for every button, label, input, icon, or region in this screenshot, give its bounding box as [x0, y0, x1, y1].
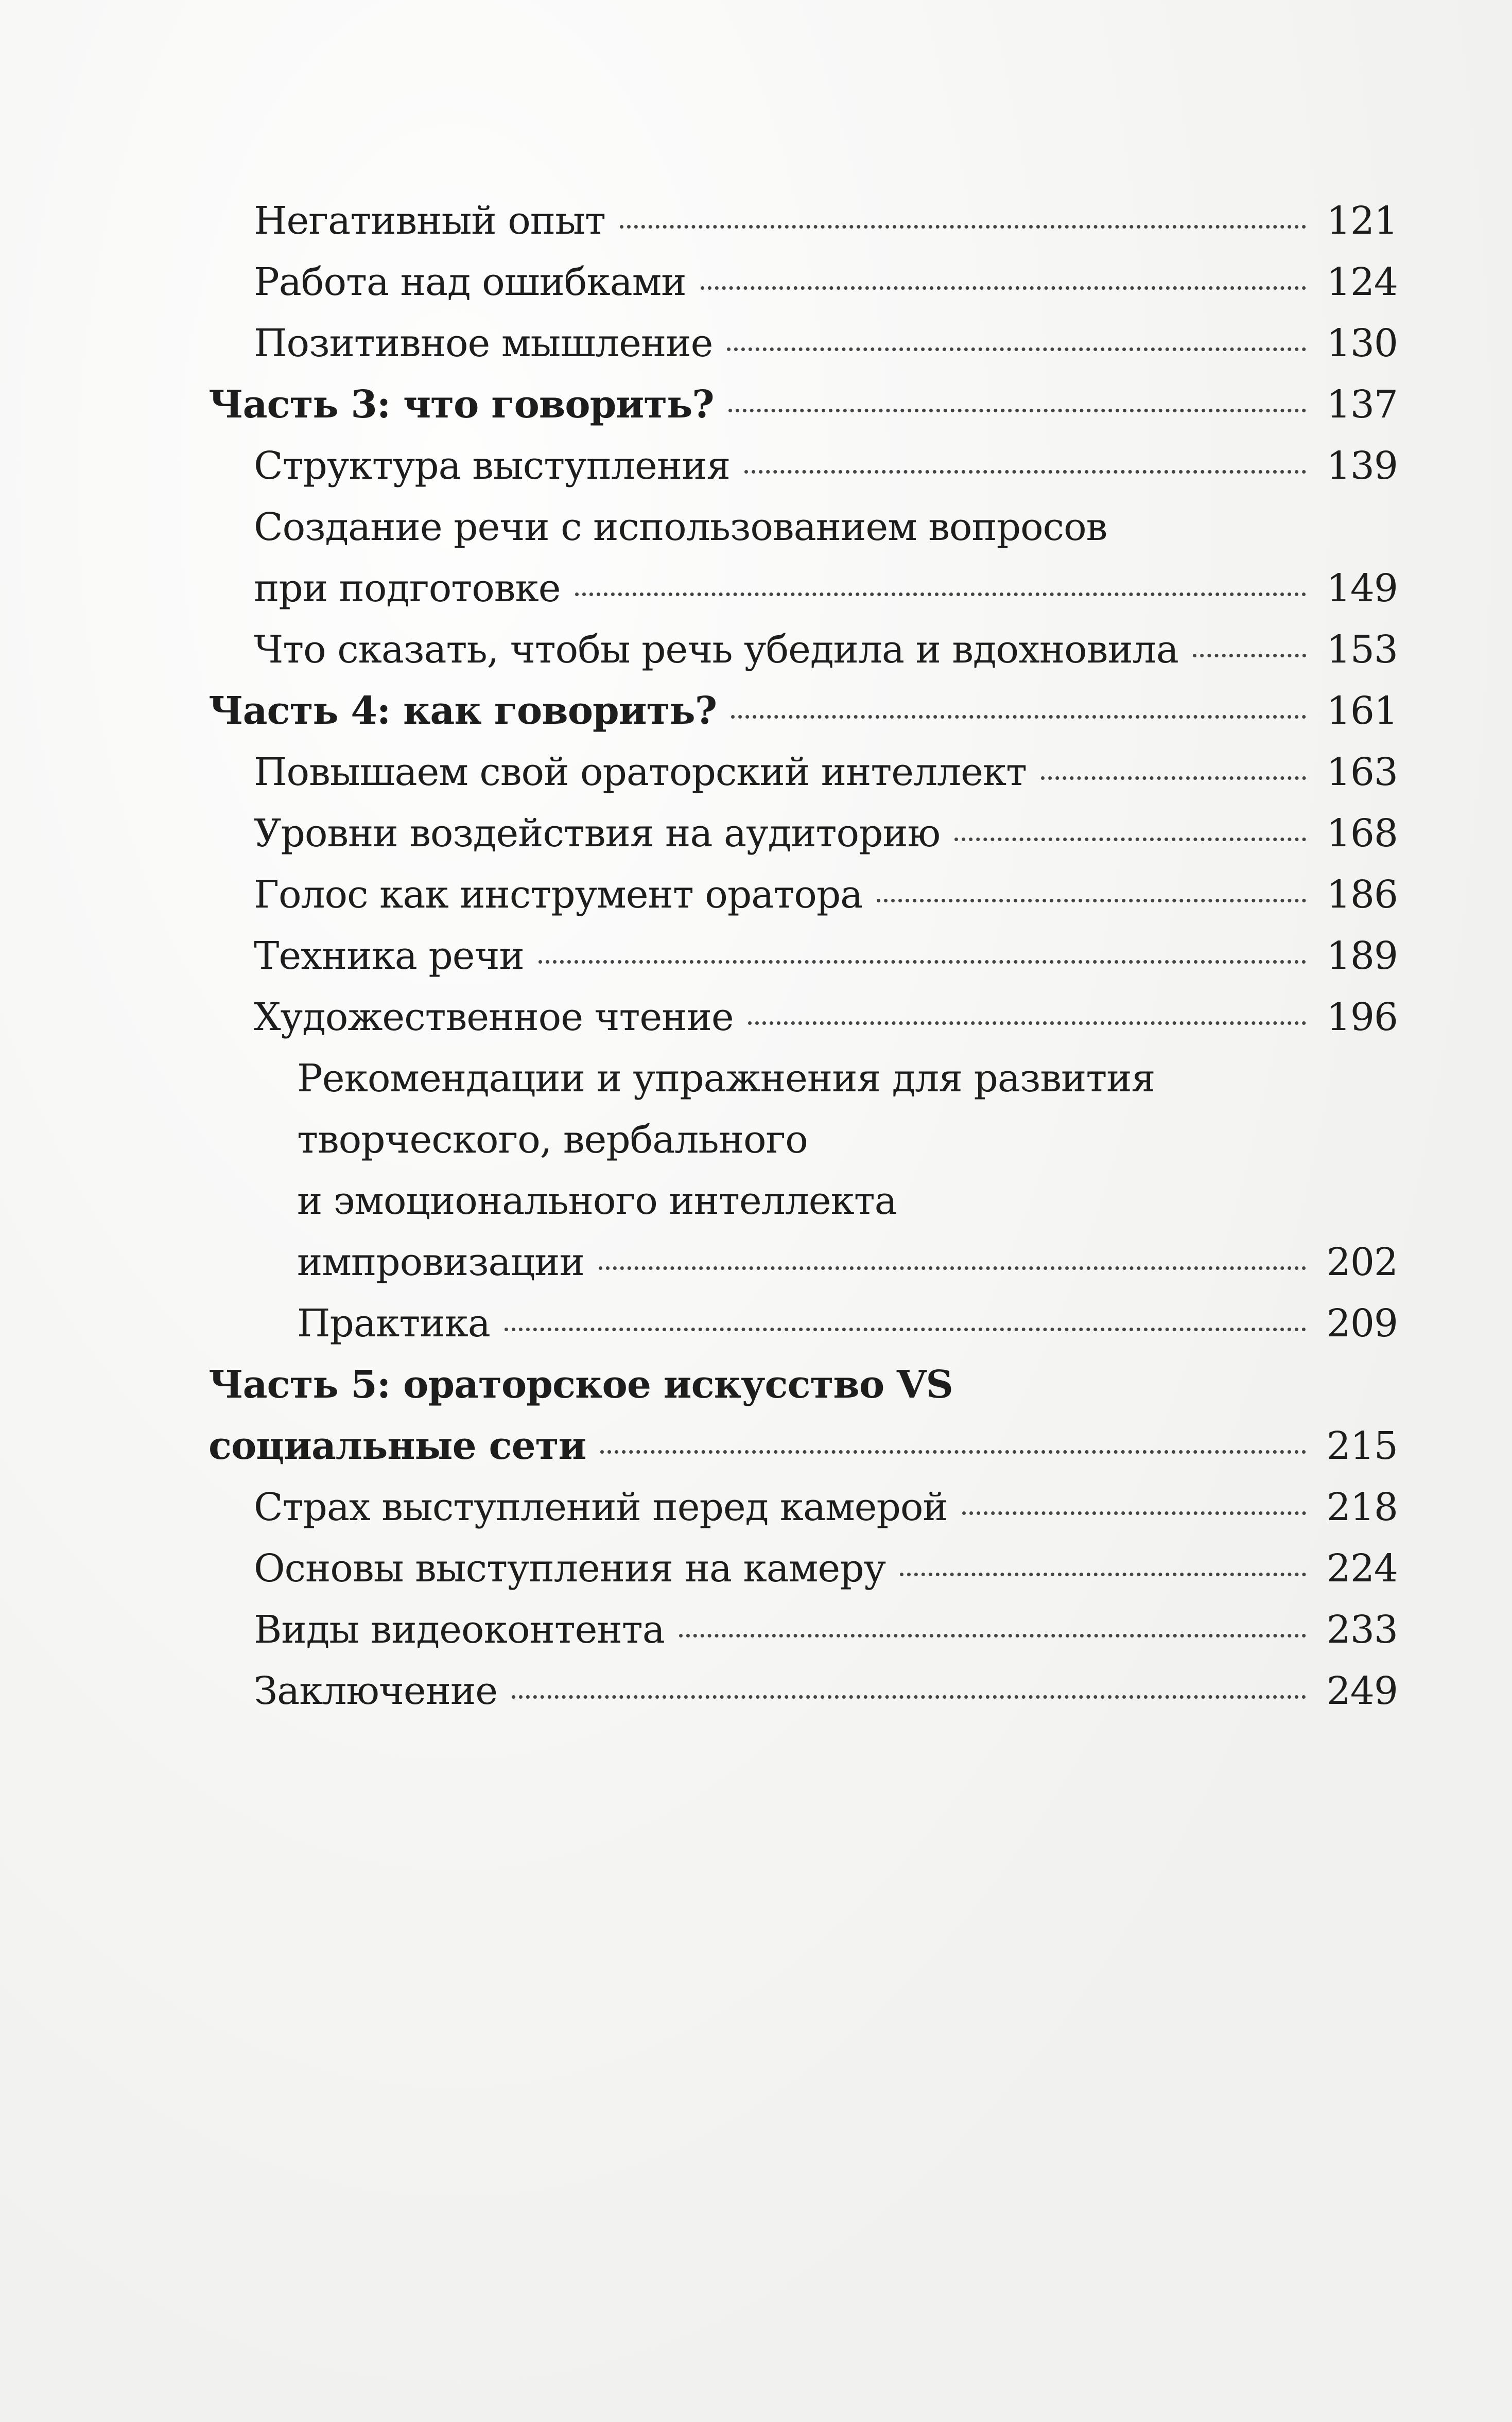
dot-leader [1041, 776, 1306, 780]
toc-part-heading [208, 1354, 1398, 1416]
dot-leader [505, 1328, 1306, 1331]
toc-entry [208, 619, 1398, 681]
toc-page-number: 153 [1326, 628, 1398, 672]
toc-entry [208, 1293, 1398, 1354]
toc-page-number: 189 [1326, 934, 1398, 978]
dot-leader [900, 1573, 1306, 1576]
toc-page-number: 209 [1326, 1301, 1398, 1346]
toc-entry [208, 190, 1398, 252]
toc-entry-title: Создание речи с использованием вопросов [254, 505, 1107, 549]
toc-entry [208, 1109, 1398, 1171]
toc-entry [208, 864, 1398, 926]
toc-entry-title: Позитивное мышление [254, 321, 713, 365]
toc-entry-title: Часть 5: ораторское искусство VS [208, 1363, 953, 1407]
toc-page-number: 161 [1326, 689, 1398, 733]
toc-entry-title: Структура выступления [254, 444, 731, 488]
toc-page-number: 168 [1326, 811, 1398, 856]
toc-entry [208, 558, 1398, 619]
toc-entry-title: Практика [297, 1301, 490, 1346]
toc-entry-title: Повышаем свой ораторский интеллект [254, 750, 1027, 794]
dot-leader [620, 225, 1306, 229]
toc-entry [208, 313, 1398, 374]
dot-leader [1193, 654, 1306, 657]
dot-leader [701, 286, 1306, 290]
dot-leader [877, 899, 1306, 902]
toc-entry [208, 1048, 1398, 1109]
toc-entry-title: Часть 3: что говорить? [208, 382, 714, 427]
toc-page-number: 224 [1326, 1546, 1398, 1591]
dot-leader [728, 409, 1306, 412]
toc-page-number: 186 [1326, 873, 1398, 917]
toc-entry [208, 742, 1398, 803]
toc-page-number: 124 [1326, 260, 1398, 304]
table-of-contents [208, 190, 1398, 1722]
toc-page-number: 215 [1326, 1424, 1398, 1468]
toc-page-number: 233 [1326, 1608, 1398, 1652]
dot-leader [679, 1634, 1306, 1637]
toc-entry-title: Работа над ошибками [254, 260, 686, 304]
toc-entry-title: социальные сети [208, 1424, 586, 1468]
toc-part-heading [208, 681, 1398, 742]
toc-entry [208, 926, 1398, 987]
toc-entry-title: Страх выступлений перед камерой [254, 1485, 948, 1529]
toc-entry [208, 987, 1398, 1048]
toc-part-heading [208, 1416, 1398, 1477]
toc-entry-title: Художественное чтение [254, 995, 734, 1039]
toc-entry [208, 1599, 1398, 1661]
toc-entry [208, 1477, 1398, 1538]
dot-leader [600, 1450, 1306, 1454]
toc-entry-title: Уровни воздействия на аудиторию [254, 811, 941, 856]
dot-leader [727, 347, 1306, 351]
dot-leader [748, 1021, 1306, 1025]
toc-page-number: 121 [1326, 199, 1398, 243]
toc-page-number: 249 [1326, 1669, 1398, 1713]
dot-leader [962, 1511, 1306, 1515]
toc-entry-title: Что сказать, чтобы речь убедила и вдохновила [254, 628, 1178, 672]
toc-entry-title: Негативный опыт [254, 199, 605, 243]
toc-entry-title: Основы выступления на камеру [254, 1546, 886, 1591]
toc-entry-title: и эмоционального интеллекта [297, 1179, 897, 1223]
toc-entry-title: Виды видеоконтента [254, 1608, 665, 1652]
toc-entry [208, 252, 1398, 313]
toc-entry [208, 1538, 1398, 1599]
toc-page-number: 130 [1326, 321, 1398, 365]
toc-page-number: 163 [1326, 750, 1398, 794]
toc-entry [208, 435, 1398, 497]
toc-page-number: 196 [1326, 995, 1398, 1039]
toc-entry [208, 1232, 1398, 1293]
dot-leader [954, 838, 1306, 841]
toc-page-number: 149 [1326, 566, 1398, 611]
toc-page-number: 202 [1326, 1240, 1398, 1284]
toc-entry-title: Рекомендации и упражнения для развития [297, 1056, 1155, 1101]
toc-entry-title: импровизации [297, 1240, 584, 1284]
dot-leader [731, 715, 1306, 719]
toc-page-number: 218 [1326, 1485, 1398, 1529]
dot-leader [744, 470, 1306, 474]
dot-leader [538, 960, 1306, 964]
dot-leader [599, 1266, 1306, 1270]
toc-page-number: 137 [1326, 382, 1398, 427]
toc-entry [208, 497, 1398, 558]
toc-entry-title: при подготовке [254, 566, 561, 611]
dot-leader [575, 593, 1307, 596]
dot-leader [512, 1695, 1306, 1699]
toc-entry-title: Голос как инструмент оратора [254, 873, 863, 917]
toc-entry [208, 1661, 1398, 1722]
toc-entry-title: Техника речи [254, 934, 524, 978]
toc-entry-title: Заключение [254, 1669, 498, 1713]
toc-part-heading [208, 374, 1398, 435]
toc-entry [208, 1171, 1398, 1232]
toc-entry [208, 803, 1398, 864]
toc-entry-title: творческого, вербального [297, 1118, 808, 1162]
toc-entry-title: Часть 4: как говорить? [208, 689, 717, 733]
toc-page-number: 139 [1326, 444, 1398, 488]
